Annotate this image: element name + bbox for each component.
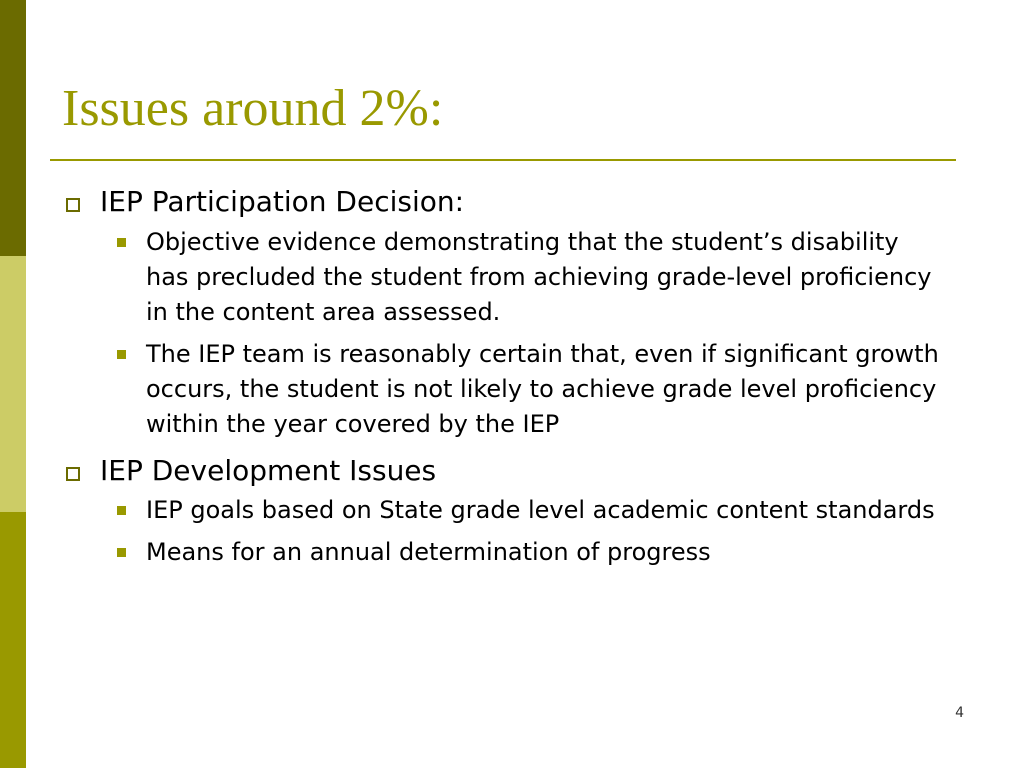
sidebar-band-top	[0, 0, 26, 256]
page-number: 4	[955, 705, 964, 721]
sub-bullet-text: Objective evidence demonstrating that the student’s disability has precluded the student from achieving grade-level proficiency in the content area assessed.	[146, 227, 932, 326]
sidebar-band-middle	[0, 256, 26, 512]
hollow-square-bullet-icon	[66, 198, 80, 212]
sub-bullet-list	[62, 225, 962, 442]
sidebar-band-bottom	[0, 512, 26, 768]
filled-square-bullet-icon	[117, 350, 126, 359]
sub-bullet-item	[62, 535, 946, 570]
hollow-square-bullet-icon	[66, 467, 80, 481]
bullet-item	[62, 185, 962, 219]
bullet-text: IEP Participation Decision:	[100, 185, 465, 218]
sub-bullet-item	[62, 493, 946, 528]
bullet-item	[62, 454, 962, 488]
sub-bullet-text: Means for an annual determination of progress	[146, 538, 711, 567]
filled-square-bullet-icon	[117, 506, 126, 515]
filled-square-bullet-icon	[117, 238, 126, 247]
slide-title: Issues around 2%:	[62, 80, 444, 137]
sub-bullet-list	[62, 493, 962, 570]
title-divider	[50, 159, 956, 161]
sub-bullet-text: IEP goals based on State grade level academic content standards	[146, 496, 935, 525]
sub-bullet-item	[62, 337, 946, 442]
bullet-text: IEP Development Issues	[100, 453, 437, 487]
filled-square-bullet-icon	[117, 548, 126, 557]
sub-bullet-text: The IEP team is reasonably certain that, even if significant growth occurs, the student is not likely to achieve grade level proficiency within the year covered by the IEP	[146, 339, 939, 438]
bullet-content	[62, 185, 962, 582]
sub-bullet-item	[62, 225, 946, 330]
